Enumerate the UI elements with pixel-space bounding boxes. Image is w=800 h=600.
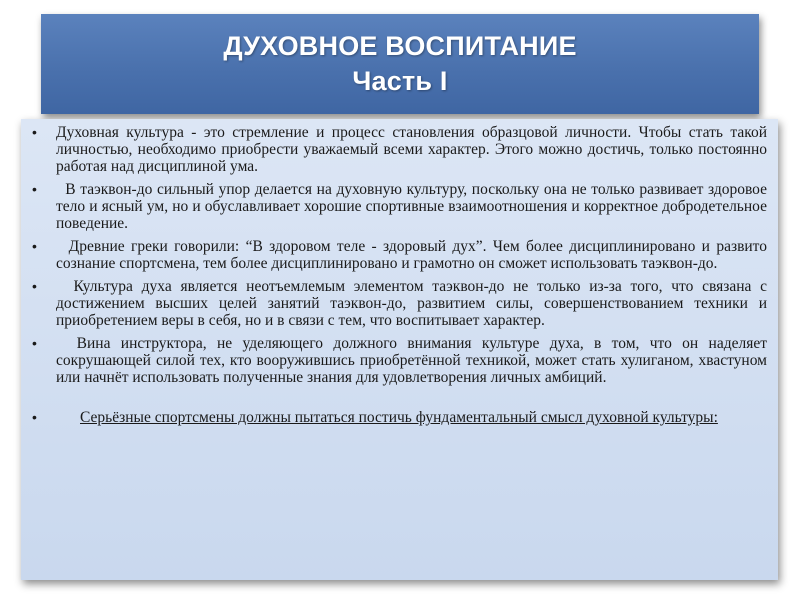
bullet-item — [21, 238, 778, 272]
slide-subtitle: Часть I — [352, 66, 448, 96]
bullet-text: Древние греки говорили: “В здоровом теле - здоровый дух”. Чем более дисциплинировано и развито сознание спортсмена, тем более дисциплинировано и грамотно он сможет использовать таэквон-до. — [56, 238, 767, 272]
bullet-marker: • — [32, 238, 37, 254]
bullet-text: В таэквон-до сильный упор делается на духовную культуру, поскольку она не только развивает здоровое тело и ясный ум, но и обуславливает хорошие спортивные взаимоотношения и корректное добродетельное поведение. — [56, 181, 767, 232]
bullet-item — [21, 124, 778, 175]
bullet-list — [21, 124, 778, 432]
bullet-text: Культура духа является неотъемлемым элементом таэквон-до не только из-за того, что связана с достижением высших целей занятий таэквон-до, развитием силы, совершенствованием техники и приобретением веры в себя, но и в связи с тем, что воспитывает характер. — [56, 278, 767, 329]
content-box — [21, 119, 778, 580]
bullet-text: Духовная культура - это стремление и процесс становления образцовой личности. Чтобы стать такой личностью, необходимо приобрести уважаемый всеми характер. Этого можно достичь, только постоянно работая над дисциплиной ума. — [56, 124, 767, 175]
bullet-item — [21, 181, 778, 232]
slide-title: ДУХОВНОЕ ВОСПИТАНИЕ — [223, 31, 577, 61]
bullet-marker: • — [32, 278, 37, 294]
bullet-item — [21, 335, 778, 386]
bullet-item-underlined — [21, 409, 778, 426]
bullet-marker: • — [32, 124, 37, 140]
bullet-marker: • — [32, 181, 37, 197]
bullet-marker: • — [32, 335, 37, 351]
bullet-indent — [56, 409, 80, 426]
title-box — [41, 14, 759, 114]
bullet-text-underlined: Серьёзные спортсмены должны пытаться постичь фундаментальный смысл духовной культуры: — [80, 409, 718, 426]
bullet-text: Вина инструктора, не уделяющего должного внимания культуре духа, в том, что он наделяет сокрушающей силой тех, кто вооружившись приобретённой техникой, может стать хулиганом, хвастуном или начнёт использовать полученные знания для удовлетворения личных амбиций. — [56, 335, 767, 386]
bullet-item — [21, 278, 778, 329]
bullet-marker: • — [32, 409, 37, 425]
